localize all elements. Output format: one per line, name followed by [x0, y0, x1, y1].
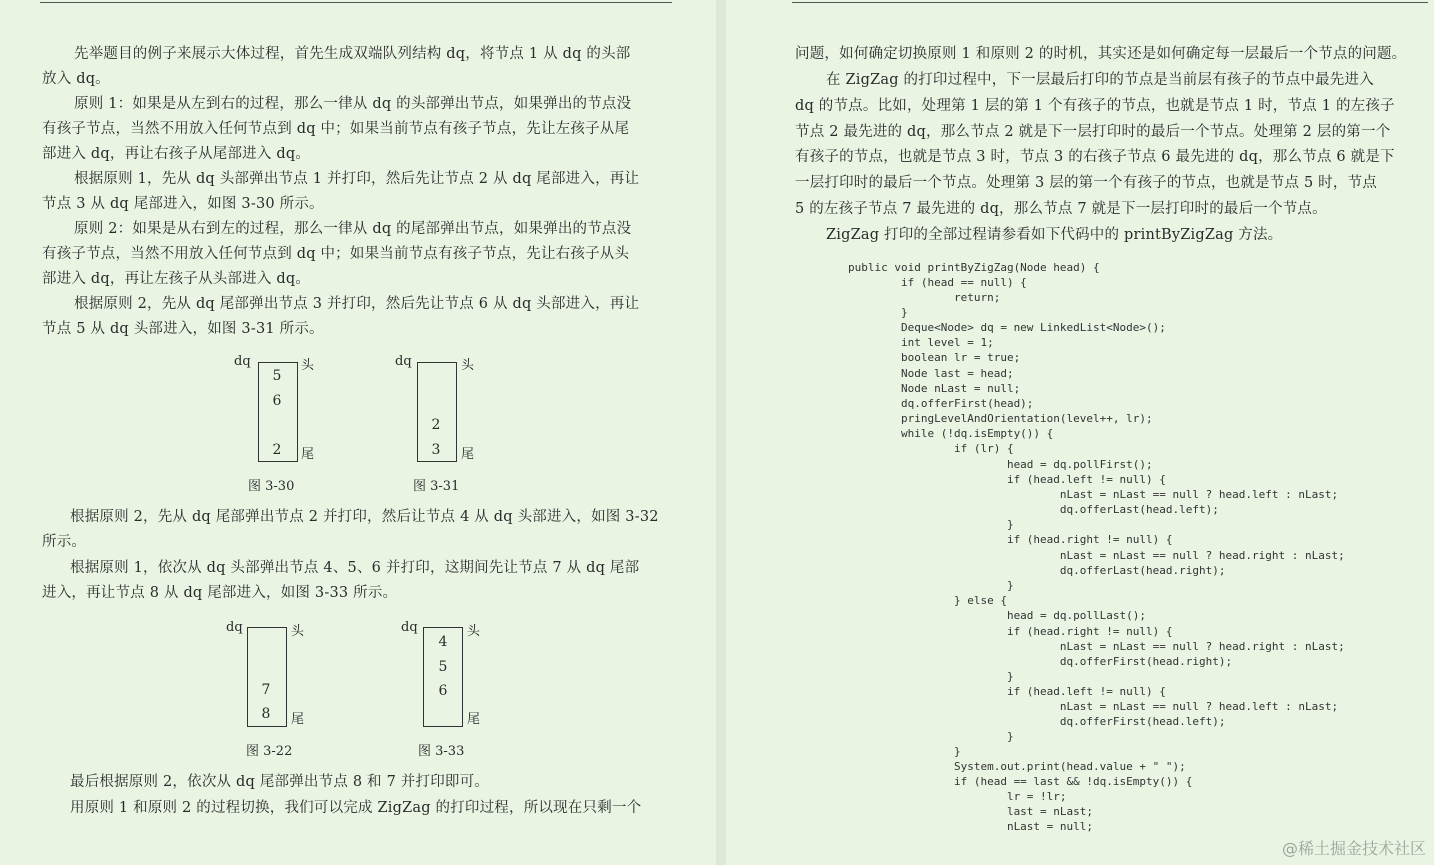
code-line: dq.offerLast(head.right); [848, 564, 1226, 577]
node-value: 3 [431, 442, 441, 458]
node-value: 4 [438, 634, 448, 650]
text-line: ZigZag 打印的全部过程请参看如下代码中的 printByZigZag 方法。 [826, 227, 1283, 243]
text-line: 问题，如何确定切换原则 1 和原则 2 的时机，其实还是如何确定每一层最后一个节点的问题。 [795, 46, 1407, 62]
code-line: if (head.left != null) { [848, 685, 1166, 698]
code-line: int level = 1; [848, 336, 994, 349]
text-line: 节点 2 最先进的 dq，那么节点 2 就是下一层打印时的最后一个节点。处理第 2 层的第一个 [795, 124, 1391, 140]
dq-label: dq [234, 354, 251, 369]
text-line: 进入，再让节点 8 从 dq 尾部进入，如图 3-33 所示。 [42, 585, 398, 601]
code-line: lr = !lr; [848, 790, 1067, 803]
text-line: dq 的节点。比如，处理第 1 层的第 1 个有孩子的节点，也就是节点 1 时，节点 1 的左孩子 [795, 98, 1395, 114]
text-line: 先举题目的例子来展示大体过程，首先生成双端队列结构 dq，将节点 1 从 dq 的头部 [74, 46, 631, 62]
code-line: public void printByZigZag(Node head) { [848, 261, 1100, 274]
node-value: 2 [431, 417, 441, 433]
code-line: } [848, 670, 1014, 683]
figure-caption: 图 3-31 [413, 479, 460, 494]
text-line: 有孩子节点，当然不用放入任何节点到 dq 中；如果当前节点有孩子节点，先让左孩子从尾 [42, 121, 630, 137]
tail-label: 尾 [291, 712, 305, 727]
code-line: System.out.print(head.value + " "); [848, 760, 1186, 773]
tail-label: 尾 [301, 447, 315, 462]
text-line: 部进入 dq，再让左孩子从头部进入 dq。 [42, 271, 311, 287]
dq-label: dq [401, 620, 418, 635]
code-line: dq.offerFirst(head); [848, 397, 1034, 410]
node-value: 5 [272, 368, 282, 384]
code-line: if (head.left != null) { [848, 473, 1166, 486]
code-line: } else { [848, 594, 1007, 607]
text-line: 所示。 [42, 534, 87, 550]
text-line: 根据原则 1，依次从 dq 头部弹出节点 4、5、6 并打印，这期间先让节点 7 从 dq 尾部 [70, 560, 640, 576]
code-line: } [848, 306, 908, 319]
text-line: 有孩子节点，当然不用放入任何节点到 dq 中；如果当前节点有孩子节点，先让右孩子从头 [42, 246, 630, 262]
figure-caption: 图 3-33 [418, 744, 465, 759]
code-line: if (head == null) { [848, 276, 1027, 289]
node-value: 6 [438, 683, 448, 699]
code-line: } [848, 730, 1014, 743]
code-line: Node nLast = null; [848, 382, 1021, 395]
head-label: 头 [461, 358, 475, 373]
right-header-rule [792, 2, 1428, 3]
text-line: 原则 1：如果是从左到右的过程，那么一律从 dq 的头部弹出节点，如果弹出的节点没 [74, 96, 632, 112]
code-line: return; [848, 291, 1001, 304]
figure-caption: 图 3-30 [248, 479, 295, 494]
text-line: 节点 5 从 dq 头部进入，如图 3-31 所示。 [42, 321, 324, 337]
code-line: nLast = null; [848, 820, 1094, 833]
watermark: @稀土掘金技术社区 [1281, 839, 1426, 858]
code-line: Deque<Node> dq = new LinkedList<Node>(); [848, 321, 1166, 334]
code-line: head = dq.pollFirst(); [848, 458, 1153, 471]
text-line: 有孩子的节点，也就是节点 3 时，节点 3 的右孩子节点 6 最先进的 dq，那么节点 6 就是下 [795, 149, 1395, 165]
code-line: if (head == last && !dq.isEmpty()) { [848, 775, 1193, 788]
code-line: boolean lr = true; [848, 351, 1021, 364]
code-line: } [848, 745, 961, 758]
dq-label: dq [226, 620, 243, 635]
figure-caption: 图 3-22 [246, 744, 293, 759]
text-line: 最后根据原则 2，依次从 dq 尾部弹出节点 8 和 7 并打印即可。 [70, 774, 490, 790]
code-line: head = dq.pollLast(); [848, 609, 1147, 622]
code-line: nLast = nLast == null ? head.left : nLast; [848, 488, 1339, 501]
text-line: 放入 dq。 [42, 71, 110, 87]
code-line: last = nLast; [848, 805, 1094, 818]
node-value: 2 [272, 442, 282, 458]
text-line: 5 的左孩子节点 7 最先进的 dq，那么节点 7 就是下一层打印时的最后一个节点。 [795, 201, 1327, 217]
code-line: nLast = nLast == null ? head.left : nLast; [848, 700, 1339, 713]
code-line: while (!dq.isEmpty()) { [848, 427, 1054, 440]
code-line: nLast = nLast == null ? head.right : nLast; [848, 549, 1345, 562]
code-line: } [848, 579, 1014, 592]
code-line: nLast = nLast == null ? head.right : nLast; [848, 640, 1345, 653]
node-value: 6 [272, 393, 282, 409]
text-line: 部进入 dq，再让右孩子从尾部进入 dq。 [42, 146, 311, 162]
code-line: dq.offerFirst(head.right); [848, 655, 1233, 668]
text-line: 一层打印时的最后一个节点。处理第 3 层的第一个有孩子的节点，也就是节点 5 时，节点 [795, 175, 1377, 191]
text-line: 根据原则 2，先从 dq 尾部弹出节点 2 并打印，然后让节点 4 从 dq 头部进入，如图 3-32 [70, 509, 659, 525]
code-line: dq.offerLast(head.left); [848, 503, 1219, 516]
code-line: Node last = head; [848, 367, 1014, 380]
head-label: 头 [467, 624, 481, 639]
dq-label: dq [395, 354, 412, 369]
text-line: 根据原则 1，先从 dq 头部弹出节点 1 并打印，然后先让节点 2 从 dq 尾部进入，再让 [74, 171, 640, 187]
page-gutter [716, 0, 726, 865]
code-line: } [848, 518, 1014, 531]
head-label: 头 [301, 358, 315, 373]
code-line: if (lr) { [848, 442, 1014, 455]
code-line: pringLevelAndOrientation(level++, lr); [848, 412, 1153, 425]
text-line: 原则 2：如果是从右到左的过程，那么一律从 dq 的尾部弹出节点，如果弹出的节点没 [74, 221, 632, 237]
text-line: 根据原则 2，先从 dq 尾部弹出节点 3 并打印，然后先让节点 6 从 dq 头部进入，再让 [74, 296, 640, 312]
text-line: 在 ZigZag 的打印过程中，下一层最后打印的节点是当前层有孩子的节点中最先进入 [826, 72, 1374, 88]
tail-label: 尾 [461, 447, 475, 462]
code-line: if (head.right != null) { [848, 533, 1173, 546]
tail-label: 尾 [467, 712, 481, 727]
node-value: 5 [438, 659, 448, 675]
text-line: 节点 3 从 dq 尾部进入，如图 3-30 所示。 [42, 196, 324, 212]
left-header-rule [40, 2, 672, 3]
text-line: 用原则 1 和原则 2 的过程切换，我们可以完成 ZigZag 的打印过程，所以现在只剩一个 [70, 800, 642, 816]
node-value: 7 [261, 682, 271, 698]
node-value: 8 [261, 706, 271, 722]
head-label: 头 [291, 624, 305, 639]
code-line: if (head.right != null) { [848, 625, 1173, 638]
code-line: dq.offerFirst(head.left); [848, 715, 1226, 728]
